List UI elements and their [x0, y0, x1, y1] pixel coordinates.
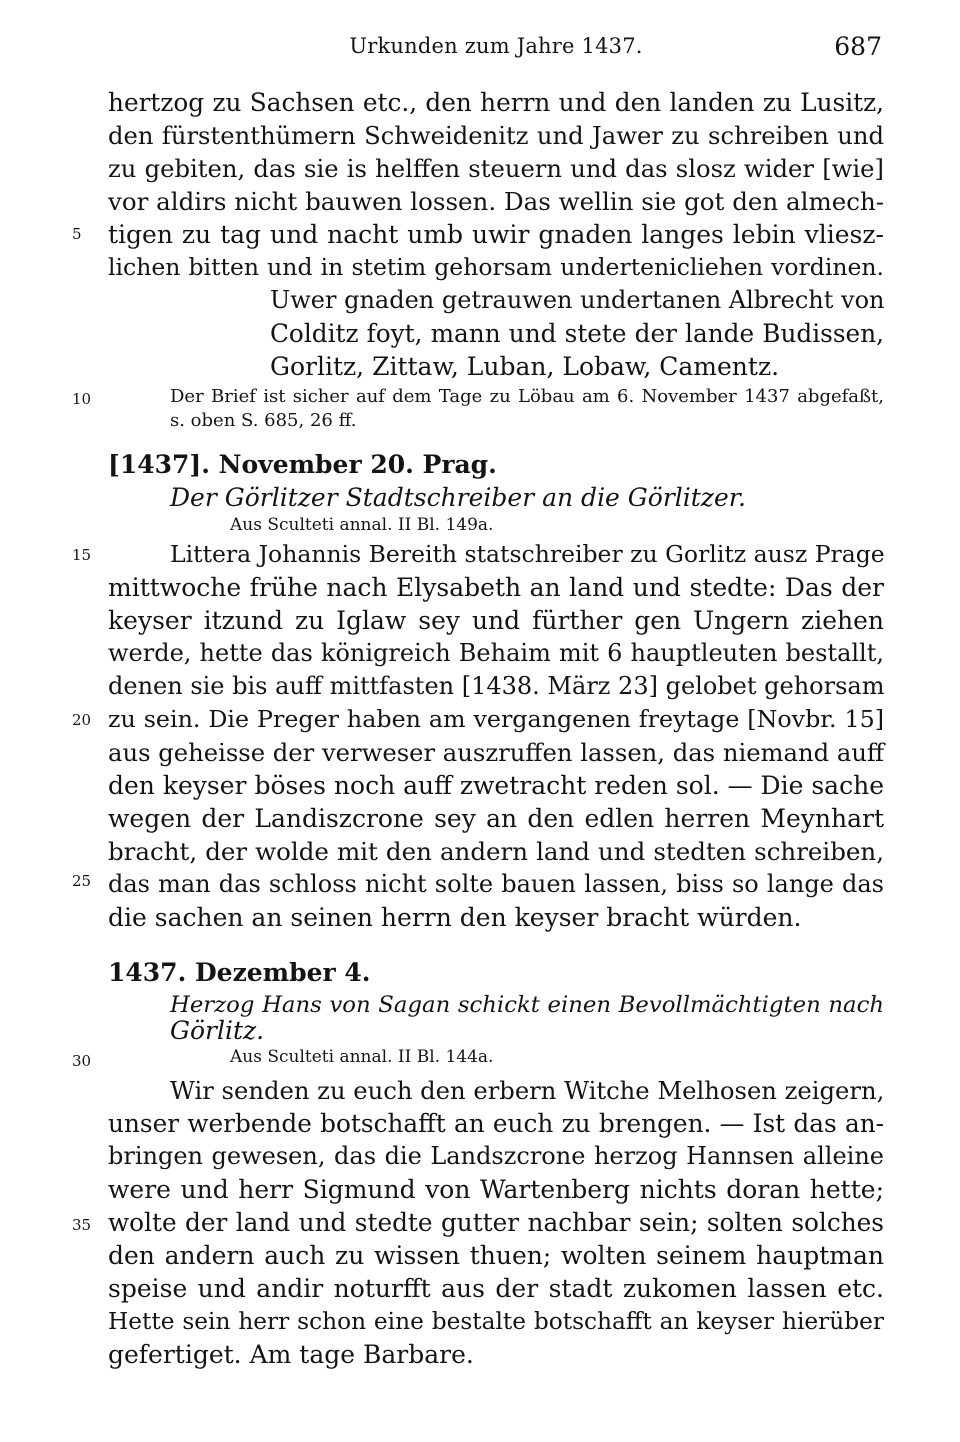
text-line: Littera Johannis Bereith statschreiber zu Gorlitz ausz Prage — [170, 540, 885, 568]
page-number: 687 — [834, 32, 882, 61]
source-reference: Aus Sculteti annal. II Bl. 149a. — [230, 515, 494, 535]
signature-line: Colditz foyt, mann und stete der lande Budissen, — [270, 319, 884, 348]
text-line: unser werbende botschafft an euch zu brengen. — Ist das an- — [108, 1109, 884, 1138]
page-header — [108, 30, 884, 70]
line-number: 35 — [72, 1216, 92, 1234]
text-line: vor aldirs nicht bauwen lossen. Das wellin sie got den almech- — [108, 187, 884, 216]
entry-subtitle: Der Görlitzer Stadtschreiber an die Görlitzer. — [170, 483, 746, 512]
editorial-note: Der Brief ist sicher auf dem Tage zu Löbau am 6. November 1437 abgefaßt, — [170, 386, 884, 407]
text-line: wolte der land und stedte gutter nachbar sein; solten solches — [108, 1208, 884, 1237]
text-line: Wir senden zu euch den erbern Witche Melhosen zeigern, — [170, 1076, 885, 1105]
text-line: hertzog zu Sachsen etc., den herrn und den landen zu Lusitz, — [108, 88, 884, 117]
text-line: aus geheisse der verweser auszruffen lassen, das niemand auff — [108, 738, 885, 767]
text-line: wegen der Landiszcrone sey an den edlen herren Meynhart — [108, 804, 884, 833]
text-line: den keyser böses noch auff zwetracht reden sol. — Die sache — [108, 771, 884, 800]
signature-line: Gorlitz, Zittaw, Luban, Lobaw, Camentz. — [270, 352, 780, 381]
text-line: die sachen an seinen herrn den keyser bracht würden. — [108, 903, 802, 932]
entry-subtitle: Herzog Hans von Sagan schickt einen Bevollmächtigten nach — [170, 992, 884, 1018]
text-line: speise und andir noturfft aus der stadt zukomen lassen etc. — [108, 1274, 884, 1303]
text-line: were und herr Sigmund von Wartenberg nichts doran hette; — [108, 1175, 884, 1204]
entry-heading: [1437]. November 20. Prag. — [108, 450, 497, 479]
line-number: 25 — [72, 872, 92, 890]
text-line: den fürstenthümern Schweidenitz und Jawer zu schreiben und — [108, 121, 884, 150]
line-number: 5 — [72, 225, 82, 243]
text-line: bringen gewesen, das die Landszcrone herzog Hannsen alleine — [108, 1142, 884, 1170]
line-number: 10 — [72, 390, 92, 408]
text-line: bracht, der wolde mit den andern land und stedten schreiben, — [108, 837, 884, 866]
text-line: mittwoche frühe nach Elysabeth an land und stedte: Das der — [108, 573, 884, 602]
text-line: das man das schloss nicht solte bauen lassen, biss so lange das — [108, 870, 884, 898]
text-line: denen sie bis auff mittfasten [1438. März 23] gelobet gehorsam — [108, 672, 885, 700]
text-line: Hette sein herr schon eine bestalte botschafft an keyser hierüber — [108, 1308, 884, 1335]
text-line: werde, hette das königreich Behaim mit 6 hauptleuten bestallt, — [108, 639, 884, 667]
text-line: zu sein. Die Preger haben am vergangenen freytage [Novbr. 15] — [108, 705, 884, 733]
line-number: 30 — [72, 1052, 92, 1070]
running-head: Urkunden zum Jahre 1437. — [349, 34, 643, 58]
text-line: gefertiget. Am tage Barbare. — [108, 1340, 474, 1369]
text-line: keyser itzund zu Iglaw sey und fürther gen Ungern ziehen — [108, 606, 884, 635]
signature-line: Uwer gnaden getrauwen undertanen Albrecht von — [270, 286, 885, 314]
entry-subtitle: Görlitz. — [170, 1016, 265, 1045]
source-reference: Aus Sculteti annal. II Bl. 144a. — [230, 1047, 494, 1067]
editorial-note: s. oben S. 685, 26 ff. — [170, 410, 357, 431]
line-number: 15 — [72, 546, 92, 564]
text-line: zu gebiten, das sie is helffen steuern und das slosz wider [wie] — [108, 154, 884, 183]
text-line: tigen zu tag und nacht umb uwir gnaden langes lebin vliesz- — [108, 220, 884, 249]
text-line: lichen bitten und in stetim gehorsam undertenicliehen vordinen. — [108, 253, 884, 281]
text-line: den andern auch zu wissen thuen; wolten seinem hauptman — [108, 1241, 884, 1270]
line-number: 20 — [72, 711, 92, 729]
entry-heading: 1437. Dezember 4. — [108, 958, 371, 987]
